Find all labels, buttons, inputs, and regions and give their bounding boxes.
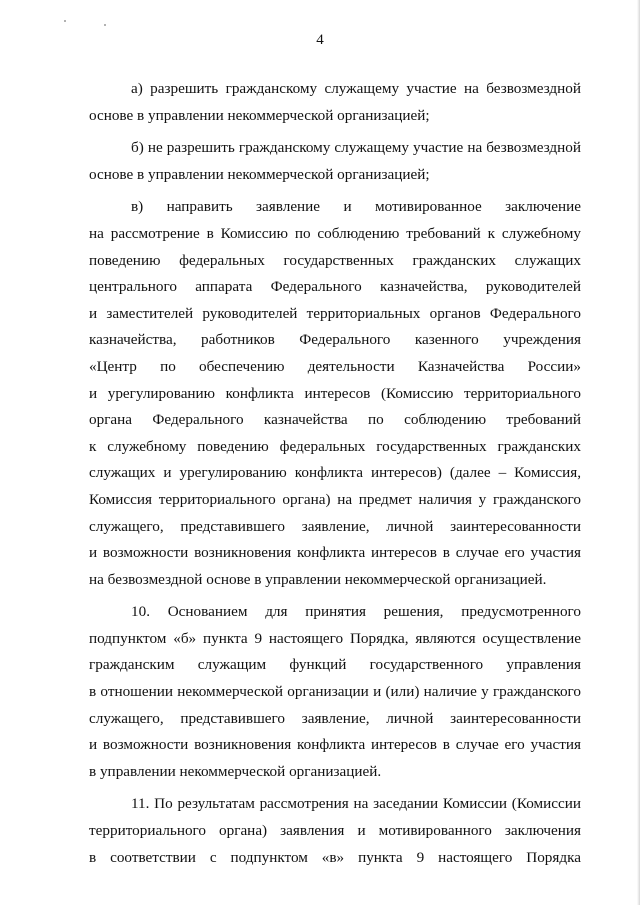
- paragraph: [89, 194, 581, 593]
- document-body: [89, 76, 581, 871]
- paragraph: [89, 135, 581, 188]
- scan-speck: [64, 20, 66, 22]
- text-line: 10. Основанием для принятия решения, предусмотренного: [131, 603, 581, 621]
- text-line: органа Федерального казначейства по соблюдению требований: [89, 411, 581, 429]
- text-line: и урегулированию конфликта интересов (Комиссию территориального: [89, 384, 581, 402]
- text-line: в отношении некоммерческой организации и (или) наличие у гражданского: [89, 683, 581, 701]
- text-line: основе в управлении некоммерческой организацией;: [89, 106, 430, 124]
- text-line: и возможности возникновения конфликта интересов в случае его участия: [89, 544, 581, 562]
- text-line: в управлении некоммерческой организацией.: [89, 762, 382, 780]
- text-line: служащих и урегулированию конфликта интересов) (далее – Комиссия,: [89, 464, 581, 482]
- text-line: и возможности возникновения конфликта интересов в случае его участия: [89, 736, 581, 754]
- text-line: территориального органа) заявления и мотивированного заключения: [89, 822, 581, 840]
- text-line: основе в управлении некоммерческой организацией;: [89, 165, 430, 183]
- text-line: а) разрешить гражданскому служащему участие на безвозмездной: [131, 80, 581, 97]
- text-line: на безвозмездной основе в управлении некоммерческой организацией.: [89, 570, 547, 588]
- text-line: и заместителей руководителей территориальных органов Федерального: [89, 304, 581, 322]
- text-line: гражданским служащим функций государственного управления: [89, 656, 581, 674]
- text-line: служащего, представившего заявление, личной заинтересованности: [89, 517, 581, 535]
- text-line: Комиссия территориального органа) на предмет наличия у гражданского: [89, 490, 581, 508]
- text-line: в соответствии с подпунктом «в» пункта 9 настоящего Порядка: [89, 848, 581, 866]
- paragraph: [89, 76, 581, 129]
- text-line: поведению федеральных государственных гражданских служащих: [89, 251, 581, 269]
- text-line: б) не разрешить гражданскому служащему участие на безвозмездной: [131, 139, 581, 157]
- paragraph: [89, 599, 581, 785]
- paragraph: [89, 791, 581, 871]
- text-line: подпунктом «б» пункта 9 настоящего Порядка, являются осуществление: [89, 629, 581, 647]
- text-line: к служебному поведению федеральных государственных гражданских: [89, 437, 581, 455]
- text-line: «Центр по обеспечению деятельности Казначейства России»: [89, 357, 581, 375]
- text-line: служащего, представившего заявление, личной заинтересованности: [89, 709, 581, 727]
- text-line: центрального аппарата Федерального казначейства, руководителей: [89, 278, 581, 296]
- text-line: 11. По результатам рассмотрения на заседании Комиссии (Комиссии: [131, 795, 581, 813]
- scan-speck: [104, 24, 106, 26]
- text-line: казначейства, работников Федерального казенного учреждения: [89, 331, 581, 349]
- page-number: 4: [316, 32, 324, 48]
- text-line: на рассмотрение в Комиссию по соблюдению требований к служебному: [89, 224, 581, 242]
- text-line: в) направить заявление и мотивированное заключение: [131, 198, 581, 216]
